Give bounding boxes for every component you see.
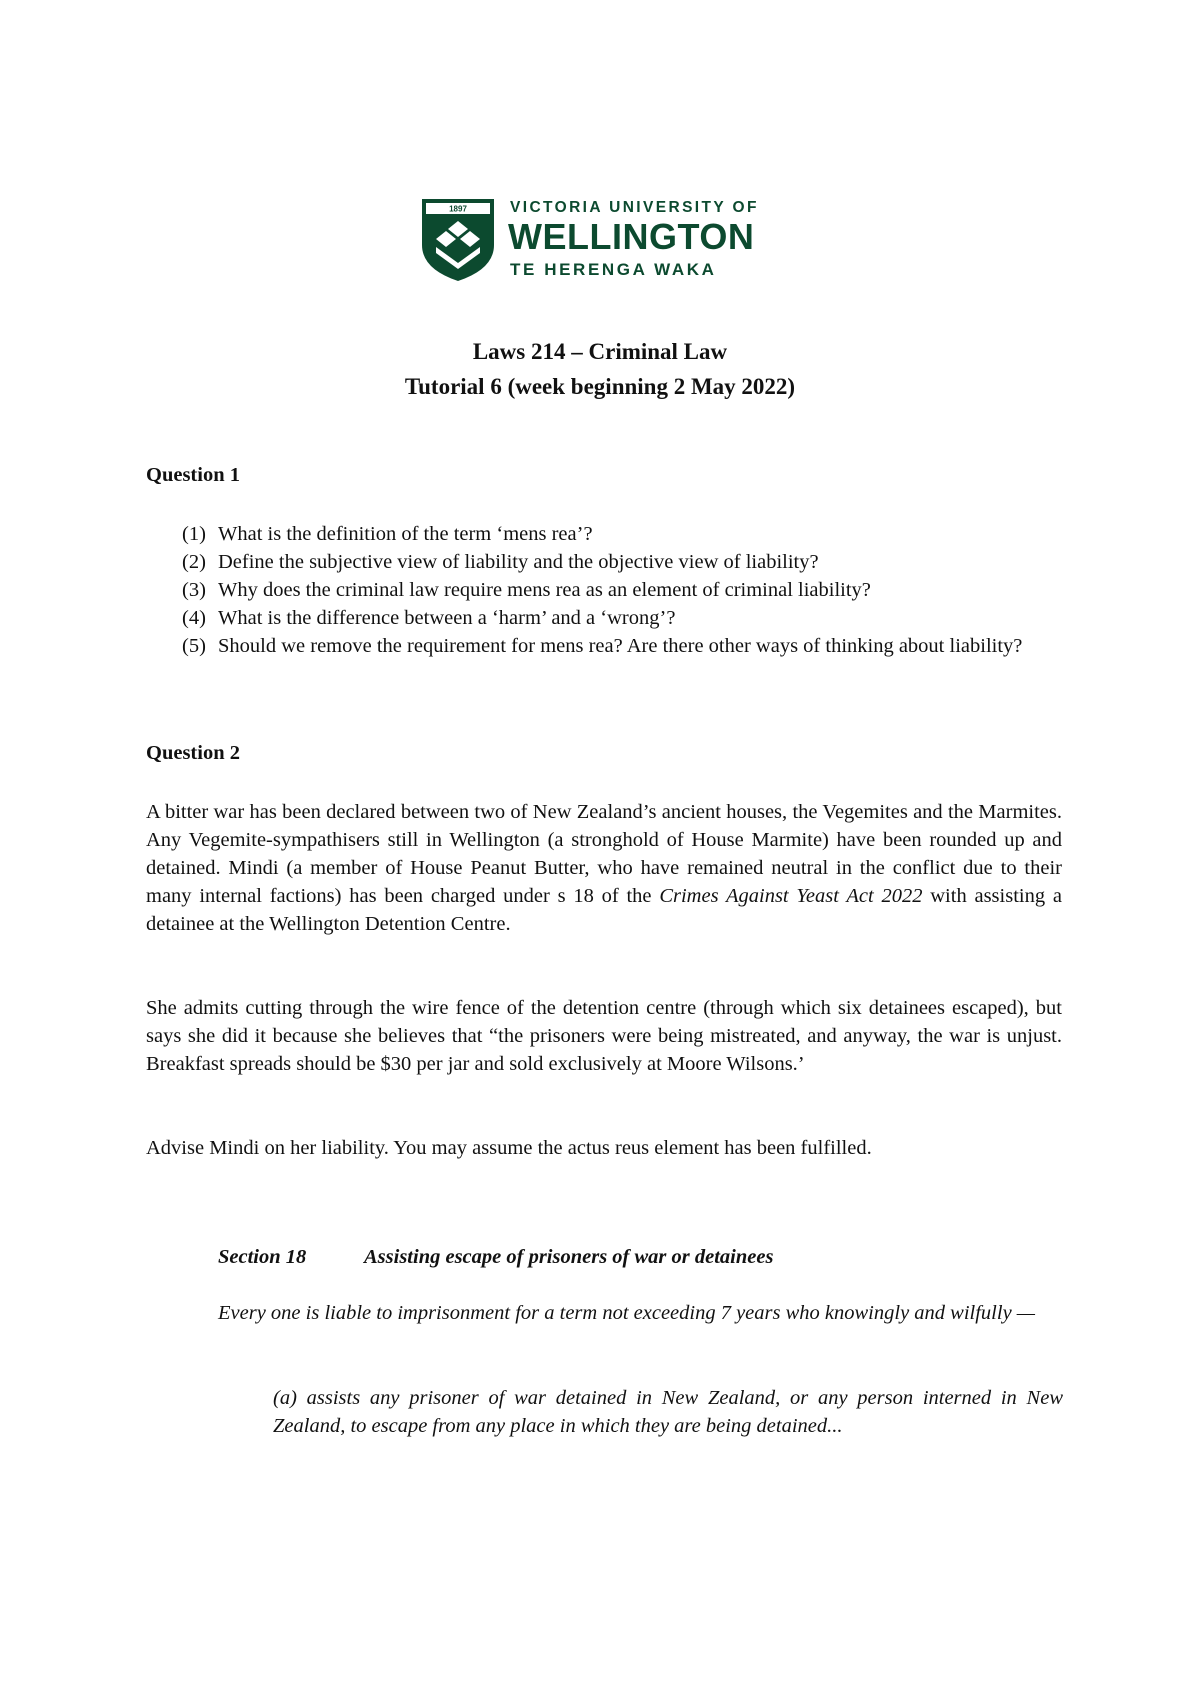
question-number: (3): [182, 579, 206, 601]
university-logo: [420, 197, 765, 283]
question-1-list: [182, 520, 1062, 660]
question-item: [182, 576, 1062, 604]
section-title: Assisting escape of prisoners of war or detainees: [364, 1246, 774, 1268]
scenario-paragraph: [146, 798, 1062, 938]
question-number: (4): [182, 607, 206, 629]
section-clause-a: (a) assists any prisoner of war detained in New Zealand, or any person interned in New Zealand, to escape from any place in which they are being detained...: [273, 1387, 1063, 1437]
course-title: Laws 214 – Criminal Law: [472, 339, 728, 364]
question-text: What is the definition of the term ‘mens rea’?: [218, 523, 593, 545]
tutorial-title: Tutorial 6 (week beginning 2 May 2022): [404, 374, 796, 399]
question-text: What is the difference between a ‘harm’ and a ‘wrong’?: [218, 607, 676, 629]
question-item: [182, 520, 1062, 548]
section-heading: [218, 1246, 773, 1269]
question-text: Define the subjective view of liability and the objective view of liability?: [218, 551, 819, 573]
defence-paragraph: She admits cutting through the wire fence of the detention centre (through which six detainees escaped), but says she did it because she believes that “the prisoners were being mistreated, and anyway, the war is unjust. Breakfast spreads should be $30 per jar and sold exclusively at Moore Wilsons.’: [146, 997, 1062, 1075]
question-number: (1): [182, 523, 206, 545]
university-seal-icon: [420, 197, 496, 283]
scenario-text-end: with assisting a detainee at the Wellington Detention Centre.: [146, 885, 1062, 935]
logo-line-3: TE HERENGA WAKA: [510, 260, 717, 279]
question-number: (5): [182, 635, 206, 657]
act-name: Crimes Against Yeast Act 2022: [659, 885, 923, 907]
question-2-heading: Question 2: [146, 742, 240, 764]
question-item: [182, 604, 1062, 632]
scenario-text: A bitter war has been declared between two of New Zealand’s ancient houses, the Vegemites and the Marmites. Any Vegemite-sympathisers still in Wellington (a stronghold of House Marmite) have been rounded up and detained. Mindi (a member of House Peanut Butter, who have remained neutral in the conflict due to their many internal factions) has been charged under s 18 of the: [146, 801, 1062, 907]
question-text: Why does the criminal law require mens rea as an element of criminal liability?: [218, 579, 871, 601]
question-item: [182, 548, 1062, 576]
section-number: Section 18: [218, 1246, 307, 1268]
logo-year: 1897: [449, 204, 467, 214]
logo-line-2: WELLINGTON: [508, 216, 755, 257]
question-number: (2): [182, 551, 206, 573]
logo-line-1: VICTORIA UNIVERSITY OF: [510, 199, 759, 216]
instruction-paragraph: Advise Mindi on her liability. You may assume the actus reus element has been fulfilled.: [146, 1137, 872, 1159]
question-1-heading: Question 1: [146, 464, 240, 486]
section-intro: Every one is liable to imprisonment for a term not exceeding 7 years who knowingly and wilfully —: [218, 1302, 1036, 1324]
question-text: Should we remove the requirement for mens rea? Are there other ways of thinking about liability?: [218, 635, 1023, 657]
question-item: [182, 632, 1062, 660]
